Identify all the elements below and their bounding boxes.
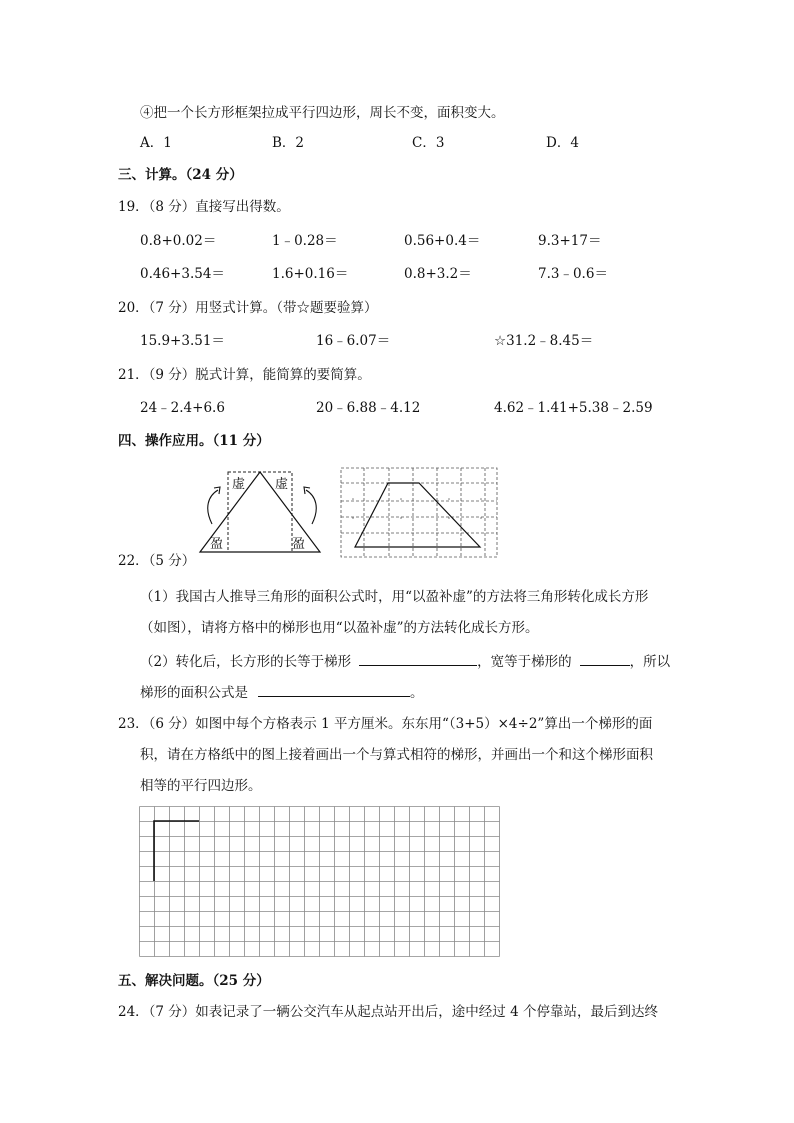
vertical-calc-item: 15.9+3.51＝ bbox=[140, 333, 225, 349]
section-5-heading: 五、解决问题。（25 分） bbox=[118, 973, 270, 989]
choice-letter: C． bbox=[412, 135, 436, 151]
question-22-part2-line1 bbox=[140, 651, 670, 671]
calc-item: 0.8+0.02＝ bbox=[140, 233, 217, 249]
calc-item: 7.3﹣0.6＝ bbox=[538, 266, 608, 282]
dashed-grid bbox=[341, 468, 497, 557]
question-24-line1: 24．（7 分）如表记录了一辆公交汽车从起点站开出后，途中经过 4 个停靠站，最后到达终 bbox=[118, 1004, 658, 1020]
question-21: 21．（9 分）脱式计算，能简算的要简算。 bbox=[118, 367, 371, 383]
label-xu-left: 虚 bbox=[232, 477, 246, 492]
choice-c[interactable] bbox=[412, 134, 444, 152]
statement-4: ④把一个长方形框架拉成平行四边形，周长不变，面积变大。 bbox=[140, 105, 505, 121]
label-xu-right: 虚 bbox=[275, 477, 289, 492]
choice-value: 2 bbox=[295, 135, 305, 151]
choice-letter: A． bbox=[140, 135, 164, 151]
text: （2）转化后，长方形的长等于梯形 bbox=[140, 654, 352, 670]
question-23-line1: 23．（6 分）如图中每个方格表示 1 平方厘米。东东用“（3+5）×4÷2”算出一个梯形的面 bbox=[118, 716, 653, 732]
label-ying-left: 盈 bbox=[210, 537, 224, 552]
vertical-calc-item: ☆31.2﹣8.45＝ bbox=[494, 333, 594, 349]
choice-letter: B． bbox=[272, 135, 296, 151]
choice-value: 4 bbox=[570, 135, 579, 151]
expression-item: 20﹣6.88﹣4.12 bbox=[316, 400, 421, 416]
choice-letter: D． bbox=[546, 135, 571, 151]
triangle-figure bbox=[196, 468, 328, 556]
choice-value: 3 bbox=[435, 135, 445, 151]
started-trapezoid-lines bbox=[154, 821, 199, 881]
text: ，宽等于梯形的 bbox=[477, 654, 572, 670]
left-arrow bbox=[208, 490, 218, 524]
choice-a[interactable] bbox=[140, 134, 172, 152]
right-arrow bbox=[306, 490, 316, 524]
question-23-line2: 积，请在方格纸中的图上接着画出一个与算式相符的梯形，并画出一个和这个梯形面积 bbox=[140, 747, 653, 763]
question-20: 20．（7 分）用竖式计算。（带☆题要验算） bbox=[118, 300, 378, 316]
calc-item: 1.6+0.16＝ bbox=[272, 266, 349, 282]
calc-item: 0.56+0.4＝ bbox=[404, 233, 481, 249]
question-22-part1-line2: （如图），请将方格中的梯形也用“以盈补虚”的方法转化成长方形。 bbox=[140, 620, 539, 636]
trapezoid-grid-figure bbox=[340, 467, 498, 559]
section-3-heading: 三、计算。（24 分） bbox=[118, 167, 243, 183]
question-19: 19．（8 分）直接写出得数。 bbox=[118, 199, 290, 215]
answer-blank-width[interactable] bbox=[580, 651, 630, 666]
expression-item: 4.62﹣1.41+5.38﹣2.59 bbox=[494, 400, 653, 416]
grid-lines bbox=[140, 807, 500, 957]
grid-paper[interactable] bbox=[139, 806, 501, 958]
choice-b[interactable] bbox=[272, 134, 304, 152]
answer-blank-formula[interactable] bbox=[258, 682, 410, 697]
question-22-part1-line1: （1）我国古人推导三角形的面积公式时，用“以盈补虚”的方法将三角形转化成长方形 bbox=[140, 589, 649, 605]
question-22: 22．（5 分） bbox=[118, 553, 196, 569]
choice-value: 1 bbox=[163, 135, 172, 151]
question-22-part2-line2 bbox=[140, 682, 424, 702]
calc-item: 9.3+17＝ bbox=[538, 233, 602, 249]
expression-item: 24﹣2.4+6.6 bbox=[140, 400, 225, 416]
section-4-heading: 四、操作应用。（11 分） bbox=[118, 433, 270, 449]
calc-item: 0.8+3.2＝ bbox=[404, 266, 472, 282]
text: ，所以 bbox=[629, 654, 671, 670]
text: 。 bbox=[410, 685, 424, 701]
calc-item: 0.46+3.54＝ bbox=[140, 266, 225, 282]
calc-item: 1﹣0.28＝ bbox=[272, 233, 338, 249]
choice-d[interactable] bbox=[546, 134, 579, 152]
label-ying-right: 盈 bbox=[292, 537, 306, 552]
text: 梯形的面积公式是 bbox=[140, 685, 248, 701]
answer-blank-length[interactable] bbox=[359, 651, 477, 666]
question-23-line3: 相等的平行四边形。 bbox=[140, 778, 262, 794]
vertical-calc-item: 16﹣6.07＝ bbox=[316, 333, 391, 349]
